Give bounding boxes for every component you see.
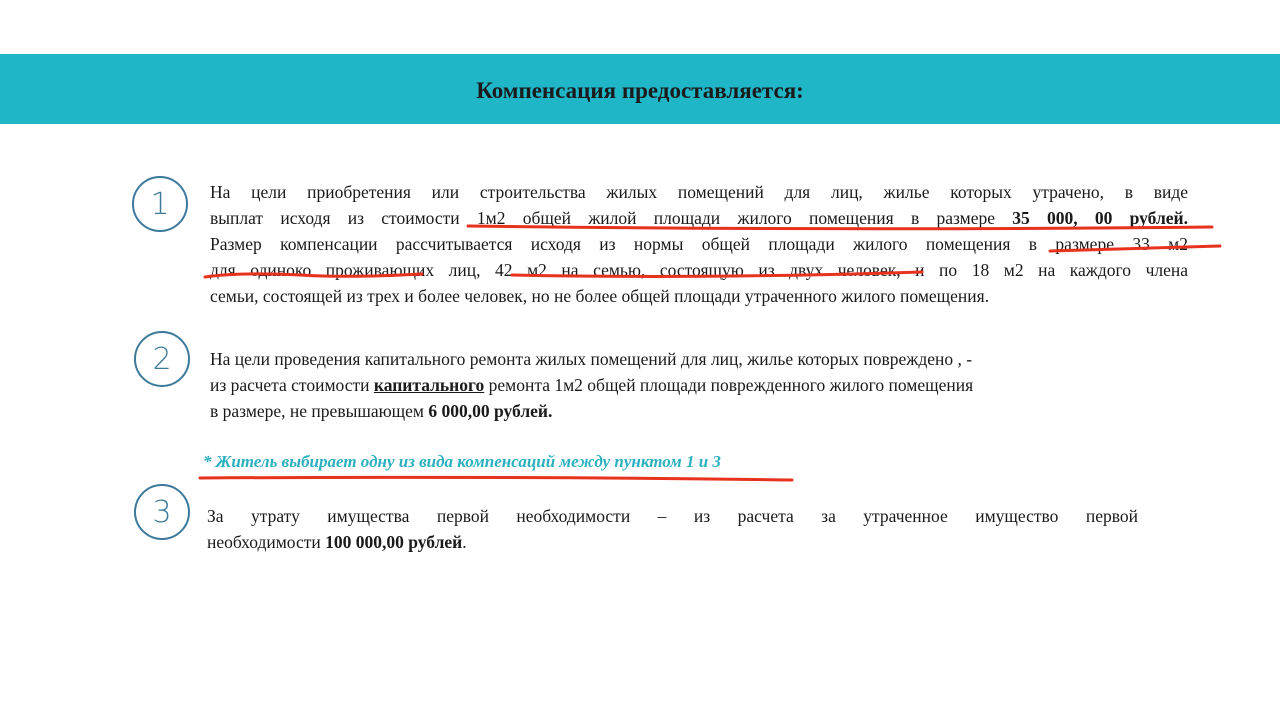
red-mark-1 [468, 226, 1212, 229]
item-1-line-3: Размер компенсации рассчитывается исходя из нормы общей площади жилого помещения в размере 33 м2 [210, 234, 1188, 254]
number-3: 3 [152, 494, 172, 530]
item-1-line-5: семьи, состоящей из трех и более человек, но не более общей площади утраченного жилого помещения. [210, 286, 990, 306]
red-mark-3 [205, 274, 422, 277]
item-2-line-2-pre: из расчета стоимости [210, 375, 374, 395]
item-2-line-3-pre: в размере, не превышающем [210, 401, 429, 421]
item-3-line-2-post: . [462, 532, 467, 552]
item-2-amount: 6 000,00 рублей. [428, 401, 553, 421]
item-3-line-2-pre: необходимости [207, 532, 326, 552]
red-mark-5 [200, 477, 792, 480]
item-1-line-4: для одиноко проживающих лиц, 42 м2 на семью, состоящую из двух человек, и по 18 м2 на каждого члена [210, 260, 1188, 280]
page-title: Компенсация предоставляется: [476, 78, 804, 103]
item-1-line-1: На цели приобретения или строительства жилых помещений для лиц, жилье которых утрачено, в виде [210, 182, 1188, 202]
number-1: 1 [150, 186, 170, 222]
item-3-line-1: За утрату имущества первой необходимости – из расчета за утраченное имущество первой [207, 506, 1138, 526]
item-3-amount: 100 000,00 рублей [325, 532, 463, 552]
selection-note: * Житель выбирает одну из вида компенсаций между пунктом 1 и 3 [203, 452, 721, 471]
item-1-amount: 35 000, 00 рублей. [1012, 208, 1188, 228]
item-2-keyword: капитального [373, 375, 485, 395]
item-2-line-1: На цели проведения капитального ремонта жилых помещений для лиц, жилье которых повреждено , - [210, 349, 973, 369]
item-2-line-2-post: ремонта 1м2 общей площади поврежденного жилого помещения [484, 375, 974, 395]
item-1-line-2-text: выплат исходя из стоимости 1м2 общей жилой площади жилого помещения в размере [210, 208, 1013, 228]
number-2: 2 [152, 341, 172, 377]
red-mark-4 [512, 272, 922, 276]
red-mark-2 [1050, 246, 1220, 251]
